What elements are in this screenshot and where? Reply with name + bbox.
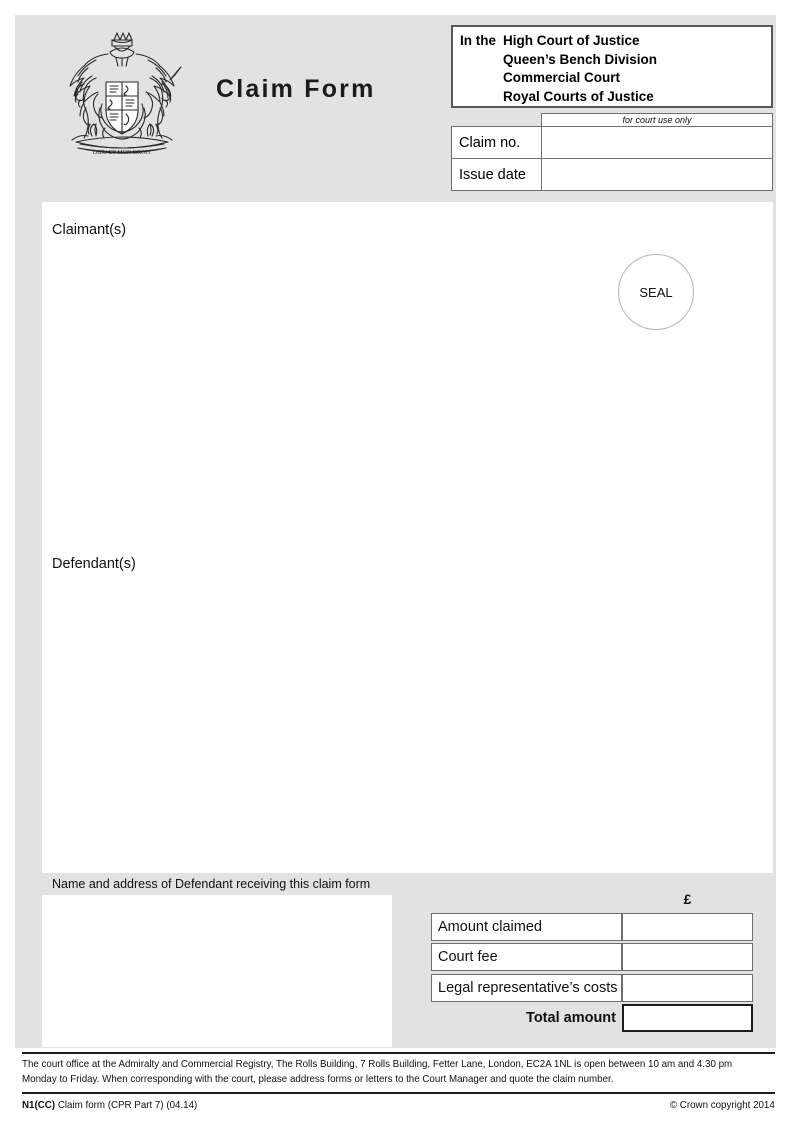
- form-description: Claim form (CPR Part 7) (04.14): [55, 1099, 198, 1111]
- court-identification-box: [451, 25, 773, 108]
- royal-coat-of-arms-icon: [44, 24, 200, 172]
- svg-text:DIEU ET MON DROIT: DIEU ET MON DROIT: [92, 150, 152, 156]
- court-office-note: [22, 1057, 733, 1087]
- footer-divider-top: [22, 1052, 775, 1054]
- total-amount-label: Total amount: [526, 1010, 616, 1026]
- claim-no-input[interactable]: [541, 126, 773, 159]
- legal-representative-costs-input[interactable]: [622, 974, 753, 1002]
- issue-date-label: Issue date: [451, 158, 542, 191]
- court-name-lines: [503, 32, 657, 106]
- court-office-note-line-1: The court office at the Admiralty and Commercial Registry, The Rolls Building, 7 Rolls Building, Fetter Lane, London, EC2A 1NL is open between 10 am and 4.30 pm: [22, 1058, 733, 1070]
- court-line-4: Royal Courts of Justice: [503, 88, 654, 104]
- page-title: Claim Form: [216, 75, 376, 103]
- total-amount-input[interactable]: [622, 1004, 753, 1032]
- defendant-label: Defendant(s): [52, 556, 136, 572]
- amount-claimed-input[interactable]: [622, 913, 753, 941]
- legal-representative-costs-label: Legal representative’s costs: [431, 974, 622, 1002]
- court-seal: SEAL: [618, 254, 694, 330]
- court-line-3: Commercial Court: [503, 70, 621, 86]
- court-line-2: Queen’s Bench Division: [503, 51, 658, 67]
- defendant-address-input[interactable]: [42, 895, 392, 1047]
- form-code: N1(CC): [22, 1099, 56, 1111]
- amount-claimed-label: Amount claimed: [431, 913, 622, 941]
- footer-divider-bottom: [22, 1092, 775, 1094]
- in-the-label: In the: [460, 33, 496, 48]
- court-office-note-line-2: Monday to Friday. When corresponding with the court, please address forms or letters to the Court Manager and quote the claim number.: [22, 1073, 614, 1085]
- claim-no-label: Claim no.: [451, 126, 542, 159]
- issue-date-input[interactable]: [541, 158, 773, 191]
- court-fee-label: Court fee: [431, 943, 622, 971]
- claimant-label: Claimant(s): [52, 222, 127, 238]
- for-court-use-only-label: for court use only: [541, 113, 773, 126]
- form-reference: [22, 1099, 197, 1111]
- court-line-1: High Court of Justice: [503, 33, 640, 48]
- defendant-address-label: Name and address of Defendant receiving this claim form: [52, 877, 371, 891]
- copyright-notice: © Crown copyright 2014: [670, 1099, 775, 1111]
- court-fee-input[interactable]: [622, 943, 753, 971]
- currency-symbol-label: £: [683, 891, 692, 907]
